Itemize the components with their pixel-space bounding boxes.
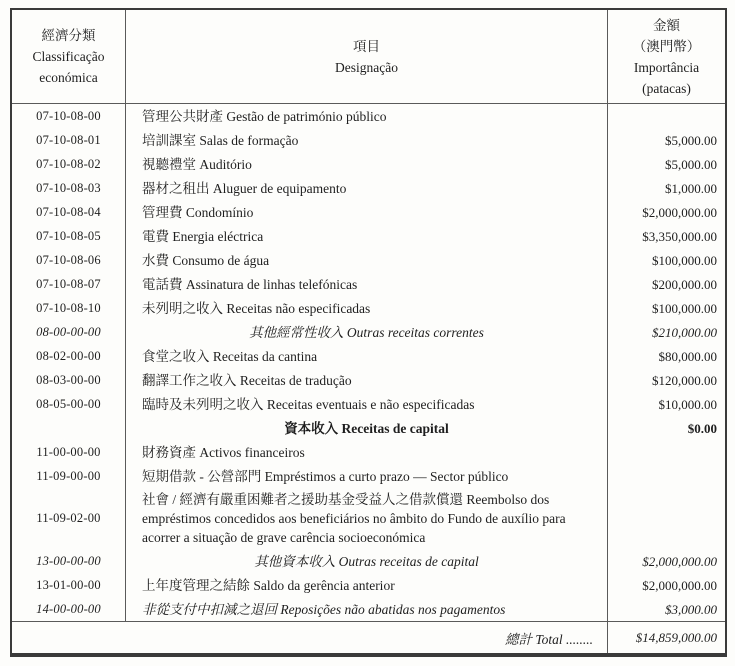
amount-value <box>607 488 725 549</box>
economic-classification-code: 07-10-08-02 <box>12 152 126 176</box>
designation-text: 管理費 Condomínio <box>142 204 254 220</box>
amount-value: $80,000.00 <box>607 344 725 368</box>
header-amount-pt: Importância <box>633 59 700 75</box>
amount-value <box>607 464 725 488</box>
economic-classification-code: 07-10-08-10 <box>12 296 126 320</box>
economic-classification-code: 14-00-00-00 <box>12 597 126 621</box>
designation-text: 水費 Consumo de água <box>142 252 270 268</box>
table-row <box>12 248 725 272</box>
total-label: 總計 Total ........ <box>504 631 593 647</box>
table-row <box>12 152 725 176</box>
header-classification-pt2: económica <box>39 70 98 85</box>
designation-text: 電費 Energia eléctrica <box>142 228 264 244</box>
table-row <box>12 488 725 549</box>
table-row <box>12 176 725 200</box>
designation-text: 視聽禮堂 Auditório <box>142 156 252 172</box>
total-row <box>12 621 725 653</box>
amount-value: $2,000,000.00 <box>607 200 725 224</box>
designation-text: 上年度管理之結餘 Saldo da gerência anterior <box>142 577 395 593</box>
designation-text: 社會 / 經濟有嚴重困難者之援助基金受益人之借款償還 Reembolso dos empréstimos concedidos aos beneficiários no âmbito do Fundo de auxílio para acorrer a situação de grave carência socioeconómica <box>142 492 566 545</box>
amount-value: $5,000.00 <box>607 152 725 176</box>
header-designation <box>126 10 607 103</box>
amount-value: $2,000,000.00 <box>607 549 725 573</box>
designation-text: 培訓課室 Salas de formação <box>142 132 299 148</box>
amount-value: $10,000.00 <box>607 392 725 416</box>
header-designation-zh: 項目 <box>353 38 380 54</box>
designation-text: 其他資本收入 Outras receitas de capital <box>254 553 479 569</box>
amount-value <box>607 104 725 128</box>
table-row <box>12 549 725 573</box>
header-classification-pt1: Classificação <box>32 49 105 64</box>
amount-value: $100,000.00 <box>607 296 725 320</box>
economic-classification-code: 07-10-08-04 <box>12 200 126 224</box>
amount-value: $200,000.00 <box>607 272 725 296</box>
economic-classification-code: 07-10-08-07 <box>12 272 126 296</box>
economic-classification-code: 07-10-08-06 <box>12 248 126 272</box>
amount-value <box>607 440 725 464</box>
amount-value: $2,000,000.00 <box>607 573 725 597</box>
amount-value: $120,000.00 <box>607 368 725 392</box>
header-amount-unit: (patacas) <box>642 80 691 96</box>
designation-text: 器材之租出 Aluguer de equipamento <box>142 180 347 196</box>
economic-classification-code: 07-10-08-03 <box>12 176 126 200</box>
budget-table <box>10 8 727 657</box>
economic-classification-code: 13-00-00-00 <box>12 549 126 573</box>
table-row <box>12 416 725 440</box>
designation-text: 翻譯工作之收入 Receitas de tradução <box>142 372 352 388</box>
table-body <box>12 104 725 621</box>
designation-text: 短期借款 - 公營部門 Empréstimos a curto prazo — Sector público <box>142 468 509 484</box>
table-row <box>12 464 725 488</box>
amount-value: $1,000.00 <box>607 176 725 200</box>
designation-text: 財務資產 Activos financeiros <box>142 444 305 460</box>
designation-text: 臨時及未列明之收入 Receitas eventuais e não especificadas <box>142 396 475 412</box>
amount-value: $3,350,000.00 <box>607 224 725 248</box>
table-row <box>12 128 725 152</box>
economic-classification-code: 13-01-00-00 <box>12 573 126 597</box>
economic-classification-code: 08-00-00-00 <box>12 320 126 344</box>
economic-classification-code: 07-10-08-01 <box>12 128 126 152</box>
economic-classification-code: 08-05-00-00 <box>12 392 126 416</box>
designation-text: 電話費 Assinatura de linhas telefónicas <box>142 276 358 292</box>
economic-classification-code: 07-10-08-05 <box>12 224 126 248</box>
economic-classification-code: 11-09-02-00 <box>12 488 126 549</box>
economic-classification-code <box>12 416 126 440</box>
table-row <box>12 200 725 224</box>
table-row <box>12 440 725 464</box>
table-row <box>12 368 725 392</box>
amount-value: $100,000.00 <box>607 248 725 272</box>
table-row <box>12 296 725 320</box>
table-row <box>12 597 725 621</box>
amount-value: $5,000.00 <box>607 128 725 152</box>
economic-classification-code: 08-02-00-00 <box>12 344 126 368</box>
table-header <box>12 10 725 104</box>
header-economic-classification <box>12 10 126 103</box>
header-amount-zh: 金額 <box>653 17 680 33</box>
table-row <box>12 392 725 416</box>
designation-text: 其他經常性收入 Outras receitas correntes <box>249 324 484 340</box>
header-designation-pt: Designação <box>335 59 398 75</box>
economic-classification-code: 11-09-00-00 <box>12 464 126 488</box>
header-amount <box>607 10 725 103</box>
table-row <box>12 344 725 368</box>
header-classification-zh: 經濟分類 <box>41 28 96 43</box>
designation-text: 非從支付中扣減之退回 Reposições não abatidas nos pagamentos <box>142 601 506 617</box>
table-row <box>12 320 725 344</box>
table-row <box>12 573 725 597</box>
economic-classification-code: 07-10-08-00 <box>12 104 126 128</box>
table-row <box>12 224 725 248</box>
designation-text: 管理公共財產 Gestão de património público <box>142 108 387 124</box>
amount-value: $3,000.00 <box>607 597 725 621</box>
total-amount: $14,859,000.00 <box>607 622 725 653</box>
table-row <box>12 272 725 296</box>
header-amount-currency: （澳門幣） <box>632 38 701 54</box>
amount-value: $0.00 <box>607 416 725 440</box>
designation-text: 未列明之收入 Receitas não especificadas <box>142 300 371 316</box>
table-row <box>12 104 725 128</box>
economic-classification-code: 11-00-00-00 <box>12 440 126 464</box>
economic-classification-code: 08-03-00-00 <box>12 368 126 392</box>
designation-text: 食堂之收入 Receitas da cantina <box>142 348 318 364</box>
amount-value: $210,000.00 <box>607 320 725 344</box>
designation-text: 資本收入 Receitas de capital <box>284 420 449 436</box>
